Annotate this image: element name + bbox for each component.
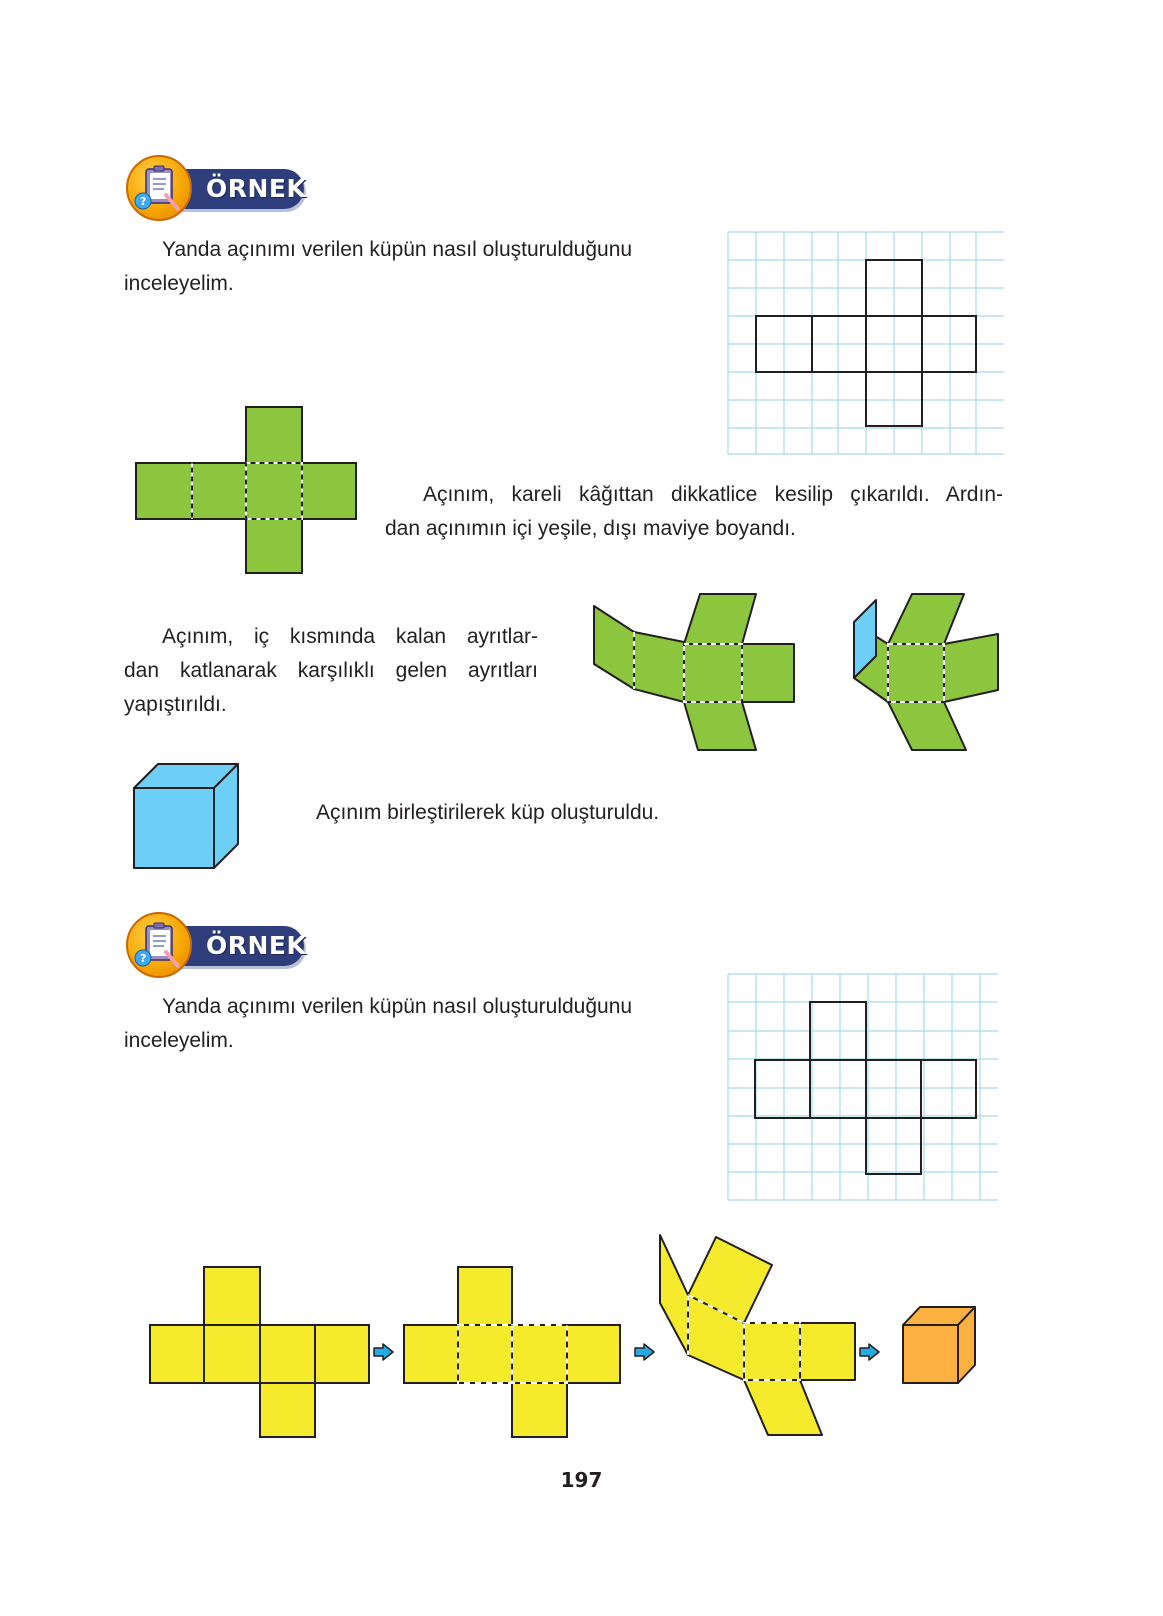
arrow-right-icon bbox=[373, 1343, 395, 1361]
green-net-folding-2 bbox=[850, 594, 1010, 754]
yellow-net-folding bbox=[658, 1235, 858, 1445]
step-fold-line-1: Açınım, iç kısmında kalan ayrıtlar- bbox=[162, 625, 538, 648]
step-cut-text bbox=[385, 478, 1003, 546]
page-number: 197 bbox=[560, 1468, 603, 1492]
badge-label: ÖRNEK bbox=[206, 931, 307, 960]
example-badge-2 bbox=[126, 912, 316, 982]
arrow-right-icon bbox=[859, 1343, 881, 1361]
badge-label: ÖRNEK bbox=[206, 174, 307, 203]
yellow-net-flat bbox=[150, 1265, 370, 1440]
example-badge-1 bbox=[126, 155, 316, 225]
clipboard-icon bbox=[126, 155, 192, 221]
grid-net-diagram-2 bbox=[728, 974, 1008, 1206]
example-2-intro bbox=[124, 990, 700, 1058]
yellow-net-fold-lines bbox=[402, 1265, 622, 1440]
step-cut-line-1: Açınım, kareli kâğıttan dikkatlice kesilip çıkarıldı. Ardın- bbox=[423, 483, 1003, 506]
step-fold-line-2: dan katlanarak karşılıklı gelen ayrıtları bbox=[124, 659, 538, 682]
intro-line-2: inceleyelim. bbox=[124, 272, 234, 295]
grid-net-diagram-1 bbox=[728, 232, 1008, 462]
blue-cube bbox=[132, 762, 242, 874]
arrow-right-icon bbox=[634, 1343, 656, 1361]
svg-text:?: ? bbox=[140, 195, 147, 208]
green-net bbox=[134, 405, 364, 580]
intro-line-1: Yanda açınımı verilen küpün nasıl oluşturulduğunu bbox=[162, 995, 633, 1018]
orange-cube bbox=[901, 1305, 981, 1387]
step-cut-line-2: dan açınımın içi yeşile, dışı maviye boyandı. bbox=[385, 517, 796, 540]
step-fold-line-3: yapıştırıldı. bbox=[124, 693, 227, 716]
step-result-line: Açınım birleştirilerek küp oluşturuldu. bbox=[316, 801, 660, 824]
green-net-folding-1 bbox=[594, 594, 804, 754]
intro-line-2: inceleyelim. bbox=[124, 1029, 234, 1052]
clipboard-icon bbox=[126, 912, 192, 978]
step-result-text bbox=[316, 796, 716, 830]
step-fold-text bbox=[124, 620, 538, 722]
svg-text:?: ? bbox=[140, 952, 147, 965]
example-1-intro bbox=[124, 233, 700, 301]
intro-line-1: Yanda açınımı verilen küpün nasıl oluşturulduğunu bbox=[162, 238, 633, 261]
